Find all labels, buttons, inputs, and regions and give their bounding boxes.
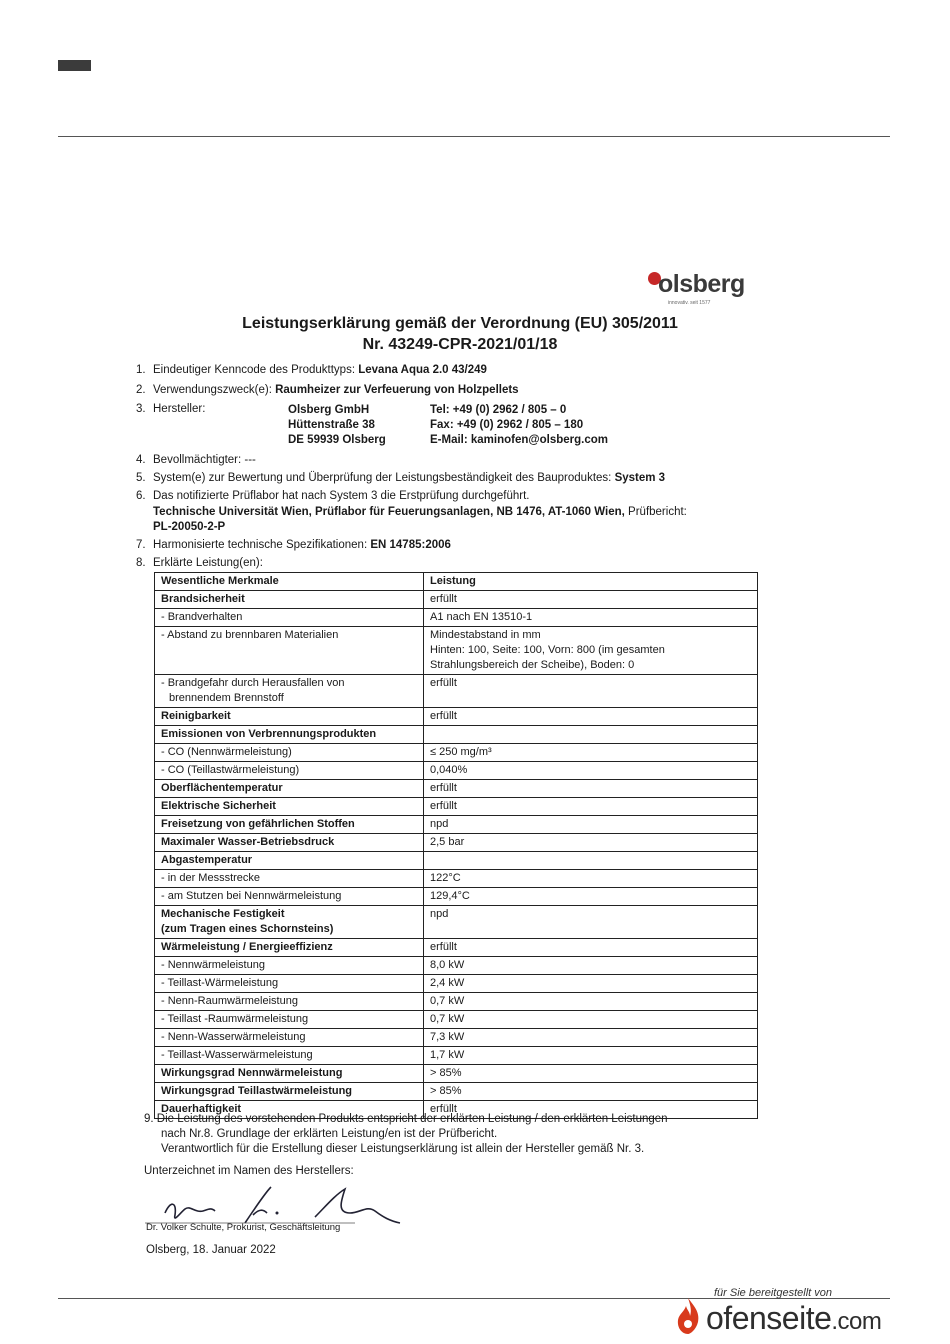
performance-cell: erfüllt	[424, 591, 758, 609]
table-row	[155, 1029, 758, 1047]
characteristic-cell: - CO (Nennwärmeleistung)	[155, 744, 424, 762]
characteristic-cell: Emissionen von Verbrennungsprodukten	[155, 726, 424, 744]
p9-line-1: 9. Die Leistung des vorstehenden Produkts entspricht der erklärten Leistung / den erklärten Leistungen	[144, 1113, 668, 1125]
characteristic-cell: - Teillast -Raumwärmeleistung	[155, 1011, 424, 1029]
characteristic-cell: - Teillast-Wärmeleistung	[155, 975, 424, 993]
item-5: 5. System(e) zur Bewertung und Überprüfung der Leistungsbeständigkeit des Bauproduktes: System 3	[136, 472, 666, 484]
characteristic-cell: - in der Messstrecke	[155, 870, 424, 888]
paragraph-9	[144, 1112, 784, 1157]
table-row	[155, 762, 758, 780]
performance-cell: A1 nach EN 13510-1	[424, 609, 758, 627]
characteristic-cell: Reinigbarkeit	[155, 708, 424, 726]
table-row	[155, 957, 758, 975]
signatory-name: Dr. Volker Schulte, Prokurist, Geschäftsleitung	[146, 1222, 341, 1233]
performance-cell: 2,5 bar	[424, 834, 758, 852]
performance-cell: 0,040%	[424, 762, 758, 780]
table-row	[155, 1047, 758, 1065]
table-row	[155, 939, 758, 957]
p9-line-3: Verantwortlich für die Erstellung dieser Leistungserklärung ist allein der Hersteller gemäß Nr. 3.	[161, 1143, 645, 1155]
performance-cell: npd	[424, 816, 758, 834]
table-row	[155, 993, 758, 1011]
address-line-1: Olsberg GmbH	[288, 404, 370, 416]
characteristic-cell: - Teillast-Wasserwärmeleistung	[155, 1047, 424, 1065]
olsberg-logo	[648, 268, 758, 312]
performance-cell: erfüllt	[424, 798, 758, 816]
characteristic-cell: - Brandgefahr durch Herausfallen von brennendem Brennstoff	[155, 675, 424, 708]
characteristic-cell: Brandsicherheit	[155, 591, 424, 609]
logo-tagline: innovativ. seit 1577	[668, 300, 711, 306]
doc-title: Leistungserklärung gemäß der Verordnung (EU) 305/2011	[242, 315, 678, 332]
item-7: 7. Harmonisierte technische Spezifikationen: EN 14785:2006	[136, 539, 451, 551]
table-row	[155, 834, 758, 852]
table-row	[155, 744, 758, 762]
table-header-row	[155, 573, 758, 591]
place-date: Olsberg, 18. Januar 2022	[146, 1244, 276, 1256]
characteristic-cell: Elektrische Sicherheit	[155, 798, 424, 816]
performance-cell: 129,4°C	[424, 888, 758, 906]
table-row	[155, 780, 758, 798]
characteristic-cell: Abgastemperatur	[155, 852, 424, 870]
performance-cell	[424, 852, 758, 870]
logo-name: olsberg	[658, 270, 745, 298]
characteristic-cell: Maximaler Wasser-Betriebsdruck	[155, 834, 424, 852]
performance-cell: Mindestabstand in mm Hinten: 100, Seite: 100, Vorn: 800 (im gesamten Strahlungsbereich der Scheibe), Boden: 0	[424, 627, 758, 675]
item-8: 8. Erklärte Leistung(en):	[136, 557, 263, 569]
ofenseite-logo	[672, 1292, 912, 1342]
table-row	[155, 1083, 758, 1101]
manufacturer-address	[288, 403, 386, 448]
address-line-3: DE 59939 Olsberg	[288, 434, 386, 446]
table-row	[155, 870, 758, 888]
performance-cell: 8,0 kW	[424, 957, 758, 975]
characteristic-cell: - Nenn-Wasserwärmeleistung	[155, 1029, 424, 1047]
characteristic-cell: Dauerhaftigkeit	[155, 1101, 424, 1119]
contact-email: E-Mail: kaminofen@olsberg.com	[430, 434, 608, 446]
item-6-lab: Technische Universität Wien, Prüflabor für Feuerungsanlagen, NB 1476, AT-1060 Wien, Prüfbericht:	[153, 506, 687, 518]
characteristic-cell: - Abstand zu brennbaren Materialien	[155, 627, 424, 675]
item-1: 1. Eindeutiger Kenncode des Produkttyps: Levana Aqua 2.0 43/249	[136, 364, 487, 376]
footer-note: für Sie bereitgestellt von	[714, 1287, 833, 1299]
contact-fax: Fax: +49 (0) 2962 / 805 – 180	[430, 419, 584, 431]
table-row	[155, 798, 758, 816]
performance-cell: > 85%	[424, 1065, 758, 1083]
p9-line-2: nach Nr.8. Grundlage der erklärten Leistung/en ist der Prüfbericht.	[161, 1128, 498, 1140]
table-row	[155, 888, 758, 906]
characteristic-cell: - Brandverhalten	[155, 609, 424, 627]
characteristic-cell: - Nennwärmeleistung	[155, 957, 424, 975]
performance-cell: erfüllt	[424, 780, 758, 798]
performance-cell: erfüllt	[424, 1101, 758, 1119]
item-6-report: PL-20050-2-P	[153, 521, 226, 533]
table-row	[155, 675, 758, 708]
performance-cell: 122°C	[424, 870, 758, 888]
flame-icon	[674, 1296, 702, 1336]
characteristic-cell: - am Stutzen bei Nennwärmeleistung	[155, 888, 424, 906]
characteristic-cell: - Nenn-Raumwärmeleistung	[155, 993, 424, 1011]
table-row	[155, 816, 758, 834]
header-performance: Leistung	[424, 573, 758, 591]
performance-cell: 1,7 kW	[424, 1047, 758, 1065]
characteristic-cell: Mechanische Festigkeit (zum Tragen eines Schornsteins)	[155, 906, 424, 939]
performance-cell: erfüllt	[424, 708, 758, 726]
address-line-2: Hüttenstraße 38	[288, 419, 375, 431]
signed-on-behalf: Unterzeichnet im Namen des Herstellers:	[144, 1165, 354, 1177]
characteristic-cell: Wirkungsgrad Teillastwärmeleistung	[155, 1083, 424, 1101]
performance-cell: 0,7 kW	[424, 1011, 758, 1029]
performance-cell: 0,7 kW	[424, 993, 758, 1011]
performance-cell: 2,4 kW	[424, 975, 758, 993]
item-4: 4. Bevollmächtigter: ---	[136, 454, 256, 466]
characteristic-cell: Wärmeleistung / Energieeffizienz	[155, 939, 424, 957]
contact-tel: Tel: +49 (0) 2962 / 805 – 0	[430, 404, 567, 416]
characteristic-cell: Freisetzung von gefährlichen Stoffen	[155, 816, 424, 834]
header-rule	[58, 136, 890, 137]
performance-cell: > 85%	[424, 1083, 758, 1101]
header-mark	[58, 60, 91, 71]
item-6: 6. Das notifizierte Prüflabor hat nach System 3 die Erstprüfung durchgeführt.	[136, 490, 530, 502]
table-row	[155, 609, 758, 627]
characteristic-cell: Wirkungsgrad Nennwärmeleistung	[155, 1065, 424, 1083]
performance-cell: erfüllt	[424, 939, 758, 957]
characteristic-cell: Oberflächentemperatur	[155, 780, 424, 798]
performance-cell: ≤ 250 mg/m³	[424, 744, 758, 762]
table-row	[155, 591, 758, 609]
table-row	[155, 627, 758, 675]
manufacturer-contact	[430, 403, 608, 448]
table-row	[155, 1011, 758, 1029]
doc-number: Nr. 43249-CPR-2021/01/18	[362, 336, 558, 353]
table-row	[155, 975, 758, 993]
characteristic-cell: - CO (Teillastwärmeleistung)	[155, 762, 424, 780]
performance-cell: npd	[424, 906, 758, 939]
item-3: 3. Hersteller:	[136, 403, 206, 415]
header-characteristics: Wesentliche Merkmale	[155, 573, 424, 591]
performance-cell: erfüllt	[424, 675, 758, 708]
table-row	[155, 906, 758, 939]
table-row	[155, 726, 758, 744]
brand-wordmark: ofenseite.com	[706, 1300, 882, 1336]
item-2: 2. Verwendungszweck(e): Raumheizer zur Verfeuerung von Holzpellets	[136, 384, 519, 396]
performance-cell	[424, 726, 758, 744]
table-row	[155, 708, 758, 726]
table-row	[155, 1065, 758, 1083]
performance-cell: 7,3 kW	[424, 1029, 758, 1047]
performance-table	[154, 572, 758, 1119]
table-row	[155, 852, 758, 870]
